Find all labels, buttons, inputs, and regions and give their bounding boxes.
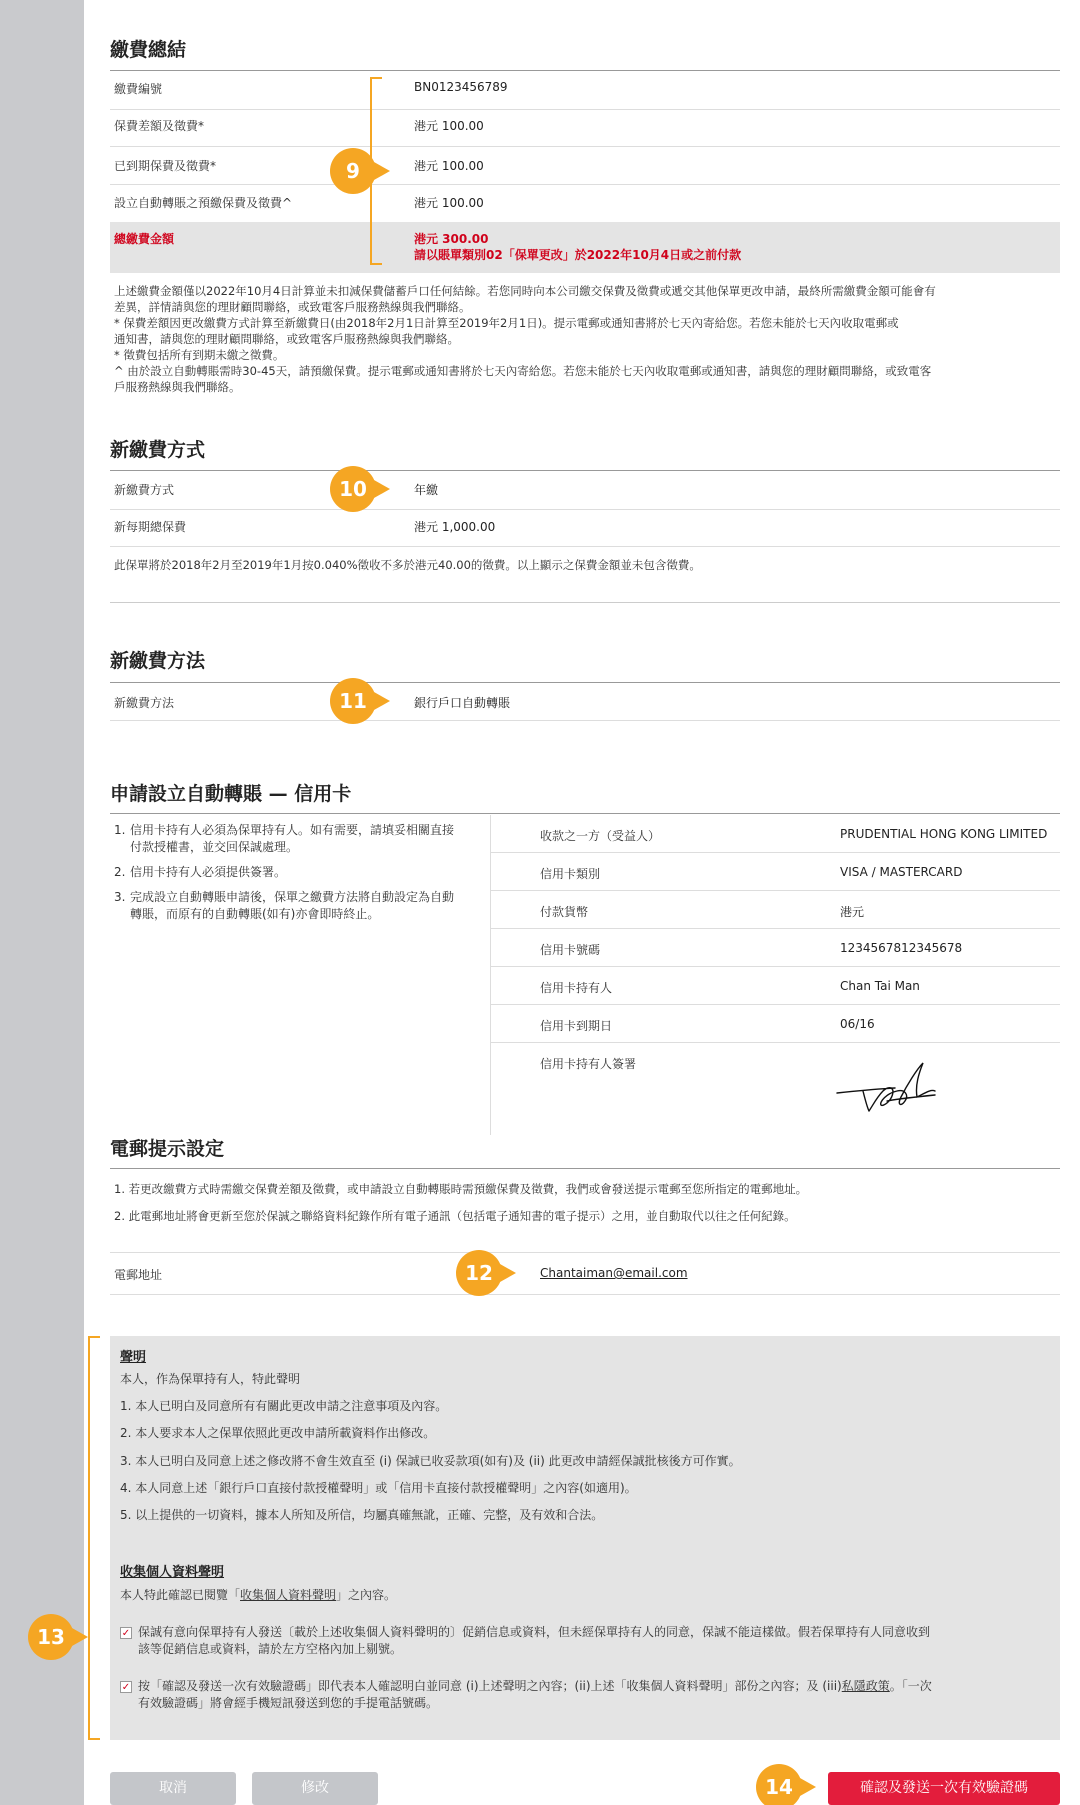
annotation-badge-14: 14 (756, 1764, 802, 1805)
cc-row: 信用卡類別 VISA / MASTERCARD (490, 853, 1060, 891)
note-line: 上述繳費金額僅以2022年10月4日計算並未扣減保費儲蓄戶口任何結餘。若您同時向本公司繳交保費及徵費或遞交其他保單更改申請，最終所需繳費金額可能會有 (114, 284, 936, 298)
summary-label-ref: 繳費編號 (114, 82, 163, 96)
annotation-badge-10: 10 (330, 466, 376, 512)
pics-link[interactable]: 收集個人資料聲明 (240, 1588, 337, 1602)
note-line: * 徵費包括所有到期未繳之徵費。 (114, 348, 285, 362)
cc-row: 信用卡持有人 Chan Tai Man (490, 967, 1060, 1005)
annotation-badge-13: 13 (28, 1614, 74, 1660)
edit-button[interactable]: 修改 (252, 1772, 378, 1805)
summary-title: 繳費總結 (110, 39, 187, 61)
declaration-consent-text: 按「確認及發送一次有效驗證碼」即代表本人確認明白並同意 (i)上述聲明之內容；(ii)上述「收集個人資料聲明」部份之內容；及 (iii)私隱政策。「一次 有效驗證碼」將會經手機短訊發送到您的手提電話號碼。 (138, 1679, 932, 1710)
main-panel (37, 0, 1080, 1805)
new-mode-value: 年繳 (414, 483, 439, 497)
declaration-item: 2. 本人要求本人之保單依照此更改申請所載資料作出修改。 (120, 1426, 436, 1440)
note-line: 差異，詳情請與您的理財顧問聯絡，或致電客戶服務熱線與我們聯絡。 (114, 300, 471, 314)
summary-value-ref: BN0123456789 (414, 80, 508, 94)
new-mode-note: 此保單將於2018年2月至2019年1月按0.040%徵收不多於港元40.00的徵費。以上顯示之保費金額並未包含徵費。 (114, 558, 701, 572)
summary-label-prepay: 設立自動轉賬之預繳保費及徵費^ (114, 196, 293, 210)
pics-intro: 本人特此確認已閱覽「收集個人資料聲明」之內容。 (120, 1588, 397, 1602)
cc-row: 信用卡到期日 06/16 (490, 1005, 1060, 1043)
summary-value-diff: 港元 100.00 (414, 119, 484, 133)
total-note: 請以賬單類別02「保單更改」於2022年10月4日或之前付款 (414, 248, 742, 262)
note-line: * 保費差額因更改繳費方式計算至新繳費日(由2018年2月1日計算至2019年2月1日)。提示電郵或通知書將於七天內寄給您。若您未能於七天內收取電郵或 (114, 316, 899, 330)
annotation-badge-12: 12 (456, 1250, 502, 1296)
confirm-send-otp-button[interactable]: 確認及發送一次有效驗證碼 (828, 1772, 1060, 1805)
cancel-button[interactable]: 取消 (110, 1772, 236, 1805)
email-item: 1. 若更改繳費方式時需繳交保費差額及徵費，或申請設立自動轉賬時需預繳保費及徵費，我們或會發送提示電郵至您所指定的電郵地址。 (114, 1182, 808, 1196)
summary-value-due: 港元 100.00 (414, 159, 484, 173)
signature-image (835, 1055, 955, 1120)
email-item: 2. 此電郵地址將會更新至您於保誠之聯絡資料紀錄作所有電子通訊（包括電子通知書的電子提示）之用，並自動取代以往之任何紀錄。 (114, 1209, 796, 1223)
pics-title: 收集個人資料聲明 (120, 1565, 225, 1580)
annotation-badge-9: 9 (330, 148, 376, 194)
annotation-badge-11: 11 (330, 678, 376, 724)
note-line: ^ 由於設立自動轉賬需時30-45天，請預繳保費。提示電郵或通知書將於七天內寄給您。若您未能於七天內收取電郵或通知書，請與您的理財顧問聯絡，或致電客 (114, 364, 932, 378)
divider (110, 70, 1060, 71)
total-value: 港元 300.00 (414, 232, 489, 246)
signature-label: 信用卡持有人簽署 (540, 1057, 637, 1071)
summary-notes (114, 283, 1054, 395)
declaration-title: 聲明 (120, 1350, 147, 1365)
summary-value-prepay: 港元 100.00 (414, 196, 484, 210)
declaration-consent-checkbox[interactable]: ✓ (121, 1682, 131, 1693)
total-label: 總繳費金額 (114, 232, 175, 246)
new-method-value: 銀行戶口自動轉賬 (414, 696, 511, 710)
new-method-title: 新繳費方法 (110, 650, 206, 672)
email-value[interactable]: Chantaiman@email.com (540, 1266, 688, 1280)
declaration-item: 1. 本人已明白及同意所有有關此更改申請之注意事項及內容。 (120, 1399, 448, 1413)
note-line: 通知書，請與您的理財顧問聯絡，或致電客戶服務熱線與我們聯絡。 (114, 332, 459, 346)
marketing-consent-text: 保誠有意向保單持有人發送〔載於上述收集個人資料聲明的〕促銷信息或資料，但未經保單持有人的同意，保誠不能這樣做。假若保單持有人同意收到 該等促銷信息或資料，請於左方空格內加上剔號。 (138, 1625, 931, 1656)
autopay-instructions (114, 822, 464, 931)
new-premium-value: 港元 1,000.00 (414, 520, 496, 534)
privacy-policy-link[interactable]: 私隱政策 (841, 1679, 890, 1693)
declaration-item: 5. 以上提供的一切資料，據本人所知及所信，均屬真確無訛，正確、完整，及有效和合法。 (120, 1508, 604, 1522)
cc-row: 收款之一方（受益人） PRUDENTIAL HONG KONG LIMITED (490, 815, 1060, 853)
email-label: 電郵地址 (114, 1268, 163, 1282)
new-method-label: 新繳費方法 (114, 696, 175, 710)
annotation-bracket (88, 1336, 100, 1740)
summary-label-due: 已到期保費及徵費* (114, 159, 217, 173)
autopay-title: 申請設立自動轉賬 — 信用卡 (110, 783, 352, 805)
new-mode-title: 新繳費方式 (110, 439, 206, 461)
instruction-item: 3. 完成設立自動轉賬申請後，保單之繳費方法將自動設定為自動轉賬，而原有的自動轉賬(如有)亦會即時終止。 (114, 890, 455, 921)
form-content (37, 0, 1060, 1805)
email-title: 電郵提示設定 (110, 1138, 225, 1160)
new-mode-label: 新繳費方式 (114, 483, 175, 497)
summary-label-diff: 保費差額及徵費* (114, 119, 205, 133)
declaration-panel (110, 1336, 1060, 1740)
total-row (110, 222, 1060, 273)
cc-row: 付款貨幣 港元 (490, 891, 1060, 929)
credit-card-table (490, 815, 1060, 1135)
declaration-item: 4. 本人同意上述「銀行戶口直接付款授權聲明」或「信用卡直接付款授權聲明」之內容(如適用)。 (120, 1481, 637, 1495)
declaration-intro: 本人，作為保單持有人，特此聲明 (120, 1372, 301, 1386)
note-line: 戶服務熱線與我們聯絡。 (114, 380, 241, 394)
cc-row: 信用卡號碼 1234567812345678 (490, 929, 1060, 967)
instruction-item: 2. 信用卡持有人必須提供簽署。 (114, 865, 287, 879)
left-sidebar (0, 0, 84, 1805)
declaration-item: 3. 本人已明白及同意上述之修改將不會生效直至 (i) 保誠已收妥款項(如有)及 (ii) 此更改申請經保誠批核後方可作實。 (120, 1454, 741, 1468)
new-premium-label: 新每期總保費 (114, 520, 187, 534)
instruction-item: 1. 信用卡持有人必須為保單持有人。如有需要，請填妥相關直接付款授權書，並交回保誠處理。 (114, 823, 455, 854)
marketing-consent-checkbox[interactable]: ✓ (121, 1628, 131, 1639)
